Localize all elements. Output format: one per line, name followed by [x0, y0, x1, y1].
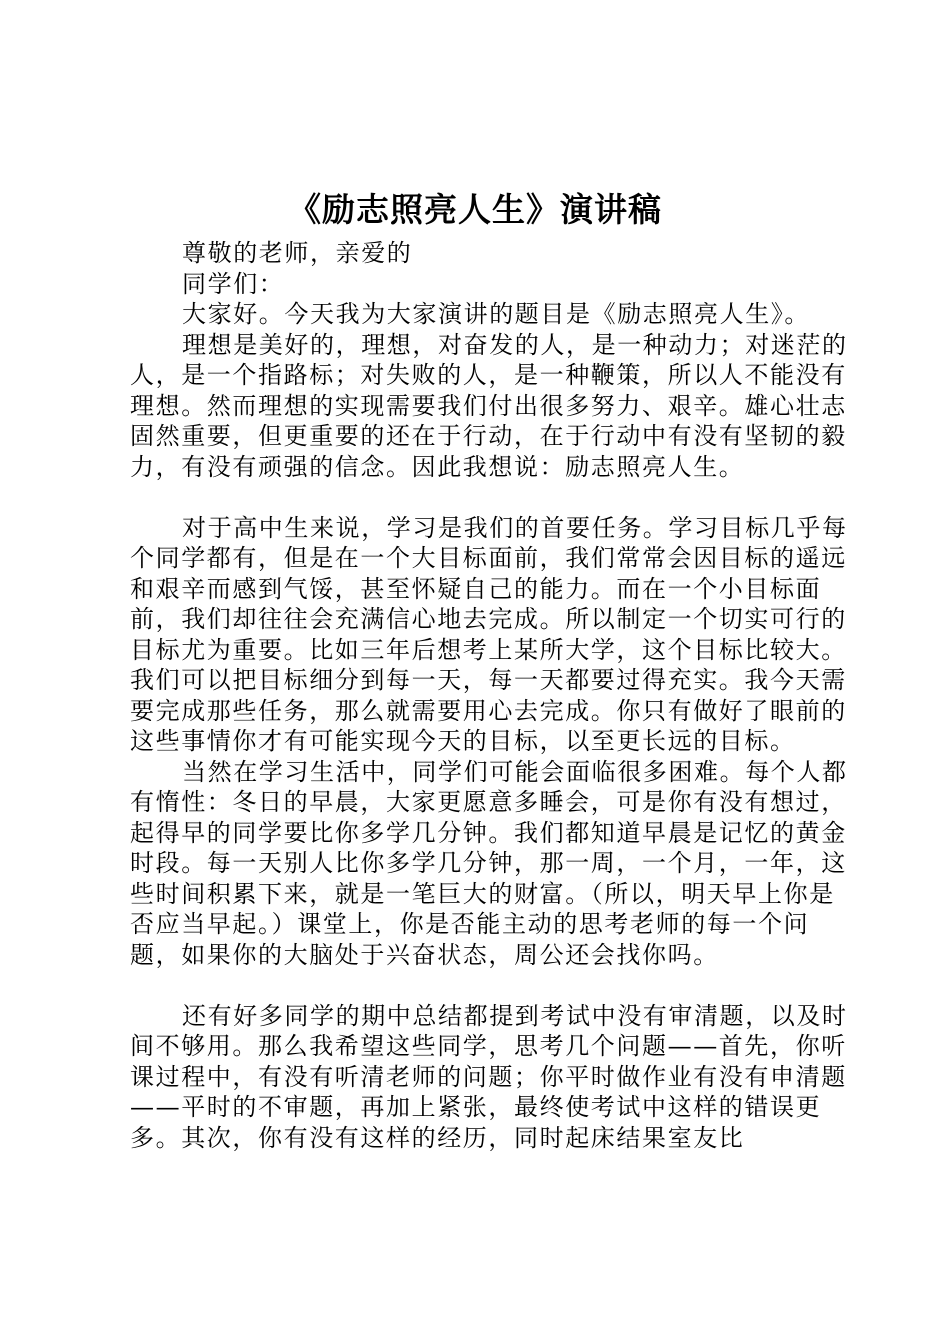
ideal-paragraph: 理想是美好的，理想，对奋发的人，是一种动力；对迷茫的人，是一个指路标；对失败的人，是一种鞭策，所以人不能没有理想。然而理想的实现需要我们付出很多努力、艰辛。雄心壮志固然重要，但更重要的还在于行动，在于行动中有没有坚韧的毅力，有没有顽强的信念。因此我想说：励志照亮人生。 — [130, 330, 848, 481]
paragraph-gap — [130, 970, 850, 1001]
study-goal-paragraph: 对于高中生来说，学习是我们的首要任务。学习目标几乎每个同学都有，但是在一个大目标面前，我们常常会因目标的遥远和艰辛而感到气馁，甚至怀疑自己的能力。而在一个小目标面前，我们却往往会充满信心地去完成。所以制定一个切实可行的目标尤为重要。比如三年后想考上某所大学，这个目标比较大。我们可以把目标细分到每一天，每一天都要过得充实。我今天需要完成那些任务，那么就需要用心去完成。你只有做好了眼前的这些事情你才有可能实现今天的目标，以至更长远的目标。 — [130, 513, 848, 755]
difficulties-paragraph: 当然在学习生活中，同学们可能会面临很多困难。每个人都有惰性：冬日的早晨，大家更愿意多睡会，可是你有没有想过，起得早的同学要比你多学几分钟。我们都知道早晨是记忆的黄金时段。每一天别人比你多学几分钟，那一周，一个月，一年，这些时间积累下来，就是一笔巨大的财富。（所以，明天早上你是否应当早起。）课堂上，你是否能主动的思考老师的每一个问题，如果你的大脑处于兴奋状态，周公还会找你吗。 — [130, 757, 848, 969]
document-body — [130, 238, 850, 1153]
greeting-paragraph: 大家好。今天我为大家演讲的题目是《励志照亮人生》。 — [182, 300, 810, 328]
paragraph-gap — [130, 482, 850, 513]
salutation-line-2: 同学们： — [182, 269, 285, 298]
exam-summary-paragraph: 还有好多同学的期中总结都提到考试中没有审清题，以及时间不够用。那么我希望这些同学，思考几个问题——首先，你听课过程中，有没有听清老师的问题；你平时做作业有没有申清题——平时的不审题，再加上紧张，最终使考试中这样的错误更多。其次，你有没有这样的经历，同时起床结果室友比 — [130, 1001, 848, 1152]
document-title: 《励志照亮人生》演讲稿 — [288, 190, 662, 229]
salutation-line-1: 尊敬的老师，亲爱的 — [182, 239, 413, 267]
